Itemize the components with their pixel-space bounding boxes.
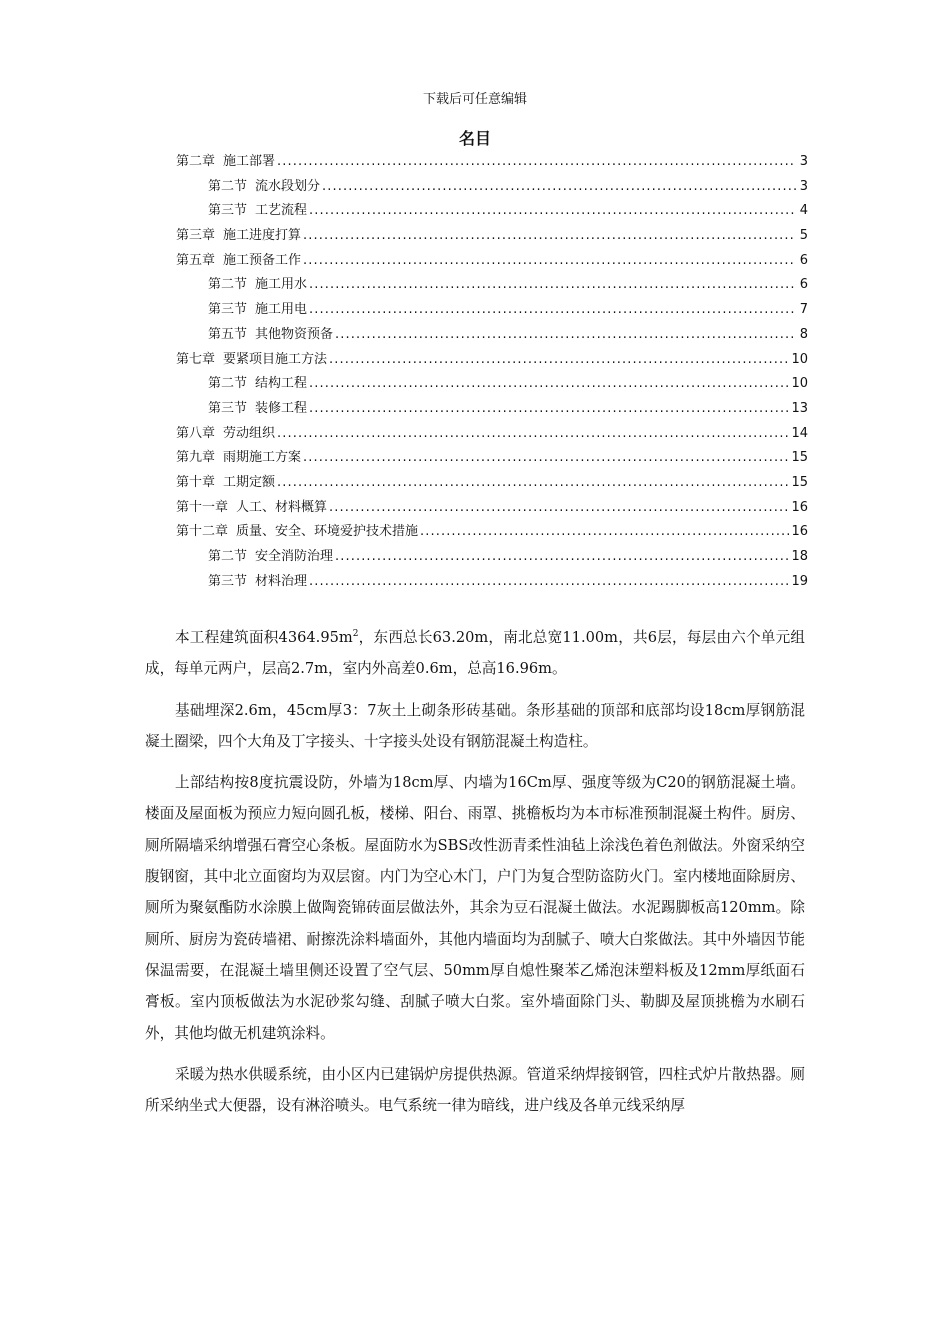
toc-entry-number: 第九章 [176, 450, 216, 466]
toc-entry[interactable] [176, 372, 808, 397]
toc-entry[interactable] [176, 199, 808, 224]
header-note: 下载后可任意编辑 [422, 92, 527, 107]
toc-entry[interactable] [176, 273, 808, 298]
toc-dot-leader [322, 175, 796, 200]
toc-dot-leader [335, 545, 789, 570]
toc-entry-title: 劳动组织 [223, 425, 276, 441]
toc-entry[interactable] [176, 298, 808, 323]
toc-dot-leader [277, 422, 789, 447]
toc-entry-number: 第十章 [176, 474, 216, 490]
toc-dot-leader [309, 397, 789, 422]
toc-entry-title: 施工用电 [255, 302, 308, 318]
toc-entry-page: 13 [791, 400, 808, 416]
paragraph-structure: 上部结构按8度抗震设防，外墙为18cm厚、内墙为16Cm厚、强度等级为C20的钢筋混凝土墙。楼面及屋面板为预应力短向圆孔板，楼梯、阳台、雨罩、挑檐板均为本市标准预制混凝土构件。厨房、厕所隔墙采纳增强石膏空心条板。屋面防水为SBS改性沥青柔性油毡上涂浅色着色剂做法。外窗采纳空腹钢窗，其中北立面窗均为双层窗。内门为空心木门，户门为复合型防盗防火门。室内楼地面除厨房、厕所为聚氨酯防水涂膜上做陶瓷锦砖面层做法外，其余为豆石混凝土做法。水泥踢脚板高120mm。除厕所、厨房为瓷砖墙裙、耐擦洗涂料墙面外，其他内墙面均为刮腻子、喷大白浆做法。其中外墙因节能保温需要，在混凝土墙里侧还设置了空气层、50mm厚自熄性聚苯乙烯泡沫塑料板及12mm厚纸面石膏板。室内顶板做法为水泥砂浆勾缝、刮腻子喷大白浆。室外墙面除门头、勒脚及屋顶挑檐为水刷石外，其他均做无机建筑涂料。 [145, 774, 805, 1042]
toc-entry[interactable] [176, 422, 808, 447]
toc-entry[interactable] [176, 446, 808, 471]
toc-dot-leader [277, 471, 789, 496]
toc-entry-title: 装修工程 [255, 400, 308, 416]
toc-dot-leader [309, 199, 796, 224]
toc-entry-page: 15 [791, 450, 808, 466]
paragraph-overview [145, 622, 805, 685]
toc-entry-page: 7 [799, 302, 808, 318]
toc-entry-title: 质量、安全、环境爱护技术措施 [236, 524, 419, 540]
table-of-contents [176, 150, 808, 594]
toc-entry[interactable] [176, 224, 808, 249]
toc-entry-title: 其他物资预备 [255, 326, 334, 342]
toc-entry-title: 雨期施工方案 [223, 450, 302, 466]
superscript-square: 2 [352, 629, 359, 640]
toc-entry-number: 第二节 [208, 277, 248, 293]
toc-entry[interactable] [176, 520, 808, 545]
toc-entry-page: 6 [799, 252, 808, 268]
toc-dot-leader [309, 298, 796, 323]
toc-entry[interactable] [176, 570, 808, 595]
toc-dot-leader [303, 249, 796, 274]
toc-entry-page: 19 [791, 573, 808, 589]
toc-entry[interactable] [176, 545, 808, 570]
toc-entry-number: 第三章 [176, 228, 216, 244]
body-text [145, 622, 805, 1131]
toc-dot-leader [303, 224, 796, 249]
toc-entry-title: 施工部署 [223, 154, 276, 169]
toc-entry-page: 4 [799, 203, 808, 219]
toc-entry-page: 15 [791, 474, 808, 490]
toc-dot-leader [303, 446, 789, 471]
toc-entry[interactable] [176, 348, 808, 373]
toc-entry[interactable] [176, 496, 808, 521]
paragraph-foundation: 基础埋深2.6m，45cm厚3：7灰土上砌条形砖基础。条形基础的顶部和底部均设18cm厚钢筋混凝土圈梁，四个大角及丁字接头、十字接头处设有钢筋混凝土构造柱。 [145, 701, 805, 750]
toc-entry[interactable] [176, 471, 808, 496]
toc-entry-page: 16 [791, 524, 808, 540]
toc-dot-leader [309, 570, 789, 595]
toc-title: 名目 [458, 129, 491, 148]
paragraph-services: 采暖为热水供暖系统，由小区内已建锅炉房提供热源。管道采纳焊接钢管，四柱式炉片散热器。厕所采纳坐式大便器，设有淋浴喷头。电气系统一律为暗线，进户线及各单元线采纳厚 [145, 1065, 805, 1115]
toc-entry-title: 工艺流程 [255, 203, 308, 219]
toc-entry-number: 第五章 [176, 252, 216, 268]
toc-entry[interactable] [176, 175, 808, 200]
toc-entry-page: 16 [791, 499, 808, 515]
toc-entry-page: 18 [791, 549, 808, 564]
toc-entry-number: 第五节 [208, 326, 248, 342]
paragraph-overview-text-b: ，东西总长63.20m，南北总宽11.00m，共6层，每层由六个单元组成，每单元两户，层高2.7m，室内外高差0.6m，总高16.96m。 [145, 629, 805, 678]
toc-entry-number: 第十一章 [176, 499, 229, 515]
toc-entry[interactable] [176, 323, 808, 348]
toc-entry-number: 第七章 [176, 351, 216, 367]
toc-entry-number: 第二章 [176, 154, 216, 169]
toc-entry-number: 第二节 [208, 178, 248, 194]
toc-entry-page: 8 [799, 326, 808, 342]
toc-entry-number: 第三节 [208, 400, 248, 416]
toc-entry[interactable] [176, 397, 808, 422]
toc-entry-page: 5 [799, 228, 808, 244]
toc-entry-title: 结构工程 [255, 376, 308, 392]
toc-dot-leader [277, 150, 796, 175]
toc-dot-leader [420, 520, 789, 545]
toc-entry-page: 10 [791, 376, 808, 392]
toc-dot-leader [309, 372, 789, 397]
toc-entry-number: 第二节 [208, 376, 248, 392]
toc-entry[interactable] [176, 249, 808, 274]
toc-entry-page: 3 [799, 178, 808, 194]
toc-entry-number: 第三节 [208, 302, 248, 318]
toc-entry-number: 第三节 [208, 573, 248, 589]
toc-entry-title: 施工用水 [255, 277, 308, 293]
toc-entry-title: 施工进度打算 [223, 228, 302, 244]
toc-dot-leader [309, 273, 796, 298]
toc-entry-page: 14 [791, 425, 808, 441]
toc-entry-title: 要紧项目施工方法 [223, 351, 328, 367]
toc-dot-leader [329, 496, 789, 521]
toc-entry[interactable] [176, 150, 808, 175]
toc-entry-page: 3 [799, 154, 808, 169]
toc-dot-leader [329, 348, 789, 373]
toc-entry-number: 第三节 [208, 203, 248, 219]
toc-entry-number: 第二节 [208, 549, 248, 564]
toc-entry-page: 6 [799, 277, 808, 293]
toc-entry-title: 安全消防治理 [255, 549, 334, 564]
toc-entry-title: 材料治理 [255, 573, 308, 589]
toc-entry-title: 施工预备工作 [223, 252, 302, 268]
toc-entry-title: 流水段划分 [255, 178, 321, 194]
toc-dot-leader [335, 323, 796, 348]
toc-entry-number: 第十二章 [176, 524, 229, 540]
toc-entry-title: 人工、材料概算 [236, 499, 328, 515]
toc-entry-page: 10 [791, 351, 808, 367]
toc-entry-number: 第八章 [176, 425, 216, 441]
paragraph-overview-text-a: 本工程建筑面积4364.95m [175, 629, 353, 646]
toc-entry-title: 工期定额 [223, 474, 276, 490]
